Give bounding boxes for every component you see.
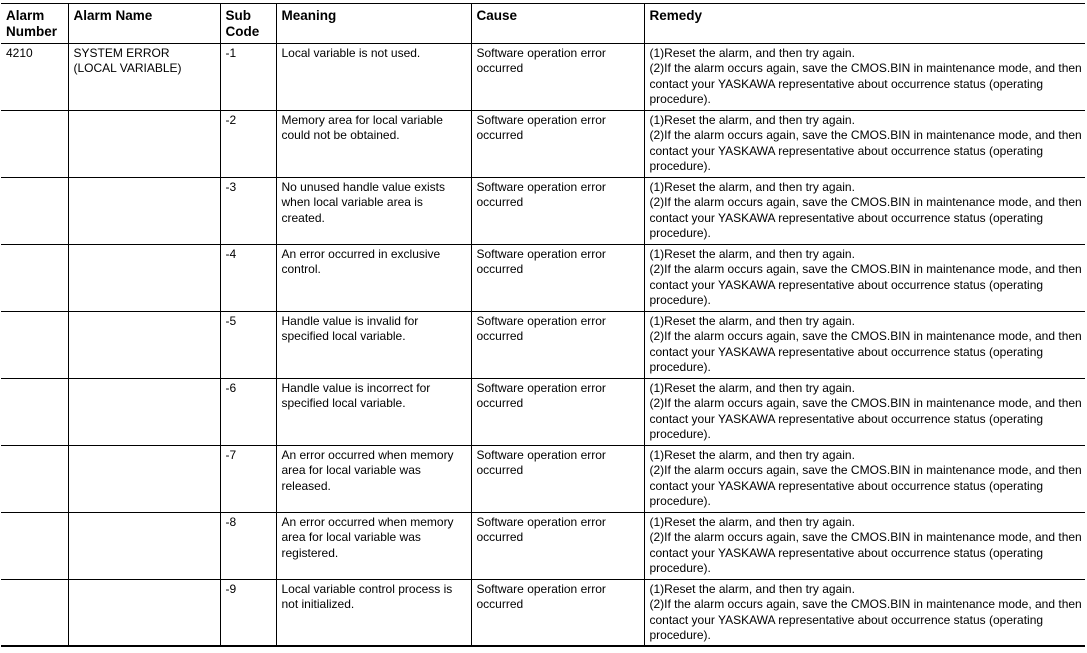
meaning-cell: Local variable is not used. — [276, 44, 471, 111]
table-row — [1, 580, 1085, 646]
alarm-number-cell — [1, 513, 68, 580]
cause-cell: Software operation error occurred — [471, 446, 644, 513]
alarm-name-cell — [68, 111, 220, 178]
meaning-cell: An error occurred when memory area for local variable was released. — [276, 446, 471, 513]
alarm-name-cell: SYSTEM ERROR (LOCAL VARIABLE) — [68, 44, 220, 111]
table-row — [1, 513, 1085, 580]
table-header — [1, 4, 1085, 44]
remedy-cell — [644, 379, 1085, 446]
header-alarm-number: Alarm Number — [1, 4, 68, 44]
alarm-name-cell — [68, 446, 220, 513]
sub-code-cell: -3 — [220, 178, 276, 245]
cause-cell: Software operation error occurred — [471, 312, 644, 379]
remedy-step-1: (1)Reset the alarm, and then try again. — [649, 448, 855, 462]
sub-code-cell: -5 — [220, 312, 276, 379]
alarm-name-cell — [68, 178, 220, 245]
alarm-name-cell — [68, 580, 220, 646]
header-alarm-name: Alarm Name — [68, 4, 220, 44]
sub-code-cell: -4 — [220, 245, 276, 312]
remedy-step-1: (1)Reset the alarm, and then try again. — [649, 381, 855, 395]
remedy-step-1: (1)Reset the alarm, and then try again. — [649, 247, 855, 261]
alarm-number-cell — [1, 446, 68, 513]
header-meaning: Meaning — [276, 4, 471, 44]
alarm-table — [1, 3, 1085, 647]
remedy-step-2: (2)If the alarm occurs again, save the CMOS.BIN in maintenance mode, and then contact your YASKAWA representative about occurrence status (operating procedure). — [649, 128, 1082, 174]
sub-code-cell: -2 — [220, 111, 276, 178]
alarm-number-cell — [1, 245, 68, 312]
header-row — [1, 4, 1085, 44]
meaning-cell: Local variable control process is not initialized. — [276, 580, 471, 646]
sub-code-cell: -6 — [220, 379, 276, 446]
meaning-cell: Handle value is invalid for specified local variable. — [276, 312, 471, 379]
table-row — [1, 446, 1085, 513]
meaning-cell: No unused handle value exists when local variable area is created. — [276, 178, 471, 245]
meaning-cell: An error occurred when memory area for local variable was registered. — [276, 513, 471, 580]
remedy-step-2: (2)If the alarm occurs again, save the CMOS.BIN in maintenance mode, and then contact your YASKAWA representative about occurrence status (operating procedure). — [649, 396, 1082, 442]
cause-cell: Software operation error occurred — [471, 111, 644, 178]
alarm-number-cell — [1, 312, 68, 379]
remedy-step-1: (1)Reset the alarm, and then try again. — [649, 314, 855, 328]
remedy-step-1: (1)Reset the alarm, and then try again. — [649, 180, 855, 194]
remedy-cell — [644, 513, 1085, 580]
sub-code-cell: -7 — [220, 446, 276, 513]
remedy-step-1: (1)Reset the alarm, and then try again. — [649, 582, 855, 596]
remedy-step-1: (1)Reset the alarm, and then try again. — [649, 113, 855, 127]
alarm-number-cell — [1, 379, 68, 446]
alarm-name-cell — [68, 379, 220, 446]
table-row — [1, 44, 1085, 111]
remedy-cell — [644, 312, 1085, 379]
table-row — [1, 312, 1085, 379]
sub-code-cell: -9 — [220, 580, 276, 646]
meaning-cell: Handle value is incorrect for specified local variable. — [276, 379, 471, 446]
sub-code-cell: -8 — [220, 513, 276, 580]
table-row — [1, 245, 1085, 312]
remedy-step-2: (2)If the alarm occurs again, save the CMOS.BIN in maintenance mode, and then contact your YASKAWA representative about occurrence status (operating procedure). — [649, 530, 1082, 576]
remedy-step-1: (1)Reset the alarm, and then try again. — [649, 515, 855, 529]
alarm-number-cell — [1, 178, 68, 245]
alarm-number-cell — [1, 111, 68, 178]
remedy-cell — [644, 245, 1085, 312]
alarm-number-cell — [1, 580, 68, 646]
header-cause: Cause — [471, 4, 644, 44]
remedy-step-2: (2)If the alarm occurs again, save the CMOS.BIN in maintenance mode, and then contact your YASKAWA representative about occurrence status (operating procedure). — [649, 597, 1082, 643]
cause-cell: Software operation error occurred — [471, 245, 644, 312]
remedy-cell — [644, 580, 1085, 646]
cause-cell: Software operation error occurred — [471, 44, 644, 111]
remedy-cell — [644, 446, 1085, 513]
meaning-cell: An error occurred in exclusive control. — [276, 245, 471, 312]
cause-cell: Software operation error occurred — [471, 513, 644, 580]
remedy-cell — [644, 111, 1085, 178]
header-remedy: Remedy — [644, 4, 1085, 44]
cause-cell: Software operation error occurred — [471, 178, 644, 245]
alarm-name-cell — [68, 312, 220, 379]
alarm-name-cell — [68, 513, 220, 580]
table-row — [1, 379, 1085, 446]
table-row — [1, 178, 1085, 245]
sub-code-cell: -1 — [220, 44, 276, 111]
table-row — [1, 111, 1085, 178]
alarm-number-cell: 4210 — [1, 44, 68, 111]
remedy-cell — [644, 44, 1085, 111]
cause-cell: Software operation error occurred — [471, 580, 644, 646]
meaning-cell: Memory area for local variable could not be obtained. — [276, 111, 471, 178]
alarm-name-cell — [68, 245, 220, 312]
table-body — [1, 44, 1085, 646]
header-sub-code: Sub Code — [220, 4, 276, 44]
remedy-step-2: (2)If the alarm occurs again, save the CMOS.BIN in maintenance mode, and then contact your YASKAWA representative about occurrence status (operating procedure). — [649, 463, 1082, 509]
remedy-step-2: (2)If the alarm occurs again, save the CMOS.BIN in maintenance mode, and then contact your YASKAWA representative about occurrence status (operating procedure). — [649, 195, 1082, 241]
remedy-cell — [644, 178, 1085, 245]
cause-cell: Software operation error occurred — [471, 379, 644, 446]
remedy-step-2: (2)If the alarm occurs again, save the CMOS.BIN in maintenance mode, and then contact your YASKAWA representative about occurrence status (operating procedure). — [649, 61, 1082, 107]
remedy-step-1: (1)Reset the alarm, and then try again. — [649, 46, 855, 60]
remedy-step-2: (2)If the alarm occurs again, save the CMOS.BIN in maintenance mode, and then contact your YASKAWA representative about occurrence status (operating procedure). — [649, 262, 1082, 308]
remedy-step-2: (2)If the alarm occurs again, save the CMOS.BIN in maintenance mode, and then contact your YASKAWA representative about occurrence status (operating procedure). — [649, 329, 1082, 375]
